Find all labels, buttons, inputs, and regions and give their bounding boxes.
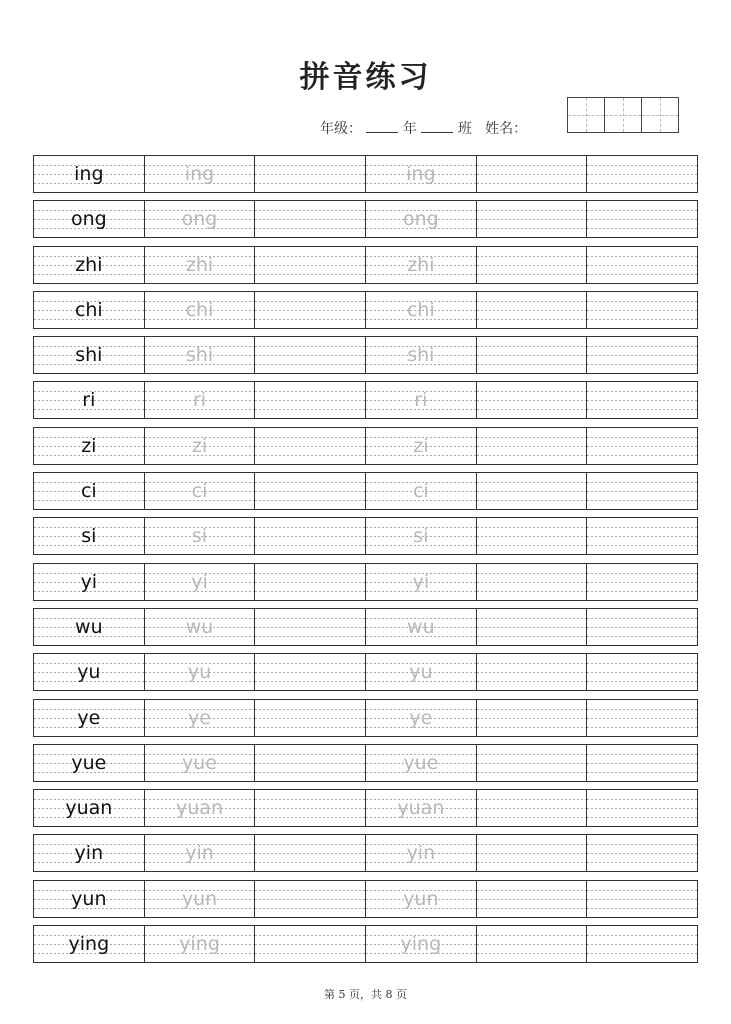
page-footer: 第 5 页，共 8 页 [324, 988, 407, 1001]
grade-label: 年级： [320, 121, 362, 137]
writing-cell[interactable] [477, 881, 588, 917]
writing-cell[interactable] [255, 700, 366, 736]
model-syllable: ri [82, 389, 96, 412]
trace-syllable: ye [188, 706, 211, 729]
trace-syllable: ri [414, 389, 428, 412]
writing-cell[interactable] [477, 428, 588, 464]
writing-cell[interactable] [255, 382, 366, 418]
trace-syllable: yi [191, 570, 208, 593]
writing-cell[interactable] [255, 247, 366, 283]
trace-syllable: yun [403, 887, 439, 910]
practice-row [33, 200, 698, 238]
writing-cell[interactable] [366, 564, 477, 600]
model-syllable: ying [68, 933, 110, 956]
writing-cell[interactable] [587, 382, 697, 418]
trace-syllable: ong [181, 208, 218, 231]
trace-syllable: ye [409, 706, 433, 729]
writing-cell[interactable] [255, 654, 366, 690]
writing-cell[interactable] [34, 700, 145, 736]
writing-cell[interactable] [145, 700, 256, 736]
grade-blank[interactable] [366, 120, 398, 133]
name-cell[interactable] [568, 98, 605, 132]
writing-cell[interactable] [366, 156, 477, 192]
trace-syllable: yuan [397, 797, 445, 820]
writing-cell[interactable] [366, 881, 477, 917]
year-label: 年 [402, 121, 417, 137]
trace-syllable: yin [406, 842, 436, 865]
trace-syllable: chi [185, 298, 214, 321]
writing-cell[interactable] [477, 564, 588, 600]
trace-syllable: ying [179, 933, 220, 956]
writing-cell[interactable] [145, 881, 256, 917]
writing-cell[interactable] [587, 835, 697, 871]
practice-row [33, 427, 698, 465]
writing-cell[interactable] [255, 473, 366, 509]
writing-cell[interactable] [477, 247, 588, 283]
trace-syllable: yu [187, 661, 212, 684]
writing-cell[interactable] [145, 609, 256, 645]
writing-cell[interactable] [366, 790, 477, 826]
practice-row [33, 699, 698, 737]
writing-cell[interactable] [366, 745, 477, 781]
writing-cell[interactable] [145, 518, 256, 554]
trace-syllable: zhi [407, 253, 435, 276]
trace-syllable: ing [406, 163, 436, 185]
model-syllable: ci [80, 480, 97, 503]
writing-cell[interactable] [477, 835, 588, 871]
trace-syllable: yue [182, 751, 217, 774]
practice-row [33, 653, 698, 691]
writing-cell[interactable] [366, 518, 477, 554]
writing-cell[interactable] [477, 518, 588, 554]
writing-cell[interactable] [34, 156, 145, 192]
writing-cell[interactable] [255, 518, 366, 554]
writing-cell[interactable] [34, 428, 145, 464]
writing-cell[interactable] [587, 609, 697, 645]
writing-cell[interactable] [255, 292, 366, 328]
practice-row [33, 925, 698, 963]
trace-syllable: si [191, 525, 208, 548]
model-syllable: si [81, 525, 97, 548]
writing-cell[interactable] [34, 881, 145, 917]
writing-cell[interactable] [145, 337, 256, 373]
writing-cell[interactable] [366, 337, 477, 373]
writing-cell[interactable] [145, 835, 256, 871]
writing-cell[interactable] [366, 654, 477, 690]
writing-cell[interactable] [255, 835, 366, 871]
trace-syllable: ying [400, 933, 442, 956]
writing-cell[interactable] [477, 292, 588, 328]
model-syllable: yuan [65, 797, 113, 820]
writing-cell[interactable] [366, 247, 477, 283]
writing-cell[interactable] [366, 382, 477, 418]
writing-cell[interactable] [587, 292, 697, 328]
trace-syllable: ri [192, 389, 207, 412]
writing-cell[interactable] [255, 564, 366, 600]
model-syllable: ong [70, 208, 107, 231]
practice-grid [33, 155, 698, 970]
writing-cell[interactable] [477, 654, 588, 690]
practice-row [33, 834, 698, 872]
name-cell[interactable] [605, 98, 642, 132]
practice-row [33, 381, 698, 419]
trace-syllable: yu [409, 661, 433, 684]
trace-syllable: ing [184, 163, 215, 185]
model-syllable: yin [74, 842, 104, 865]
student-info [320, 118, 527, 138]
writing-cell[interactable] [587, 518, 697, 554]
writing-cell[interactable] [145, 428, 256, 464]
writing-cell[interactable] [255, 337, 366, 373]
writing-cell[interactable] [34, 382, 145, 418]
practice-row [33, 563, 698, 601]
trace-syllable: yin [185, 842, 214, 865]
trace-syllable: yue [403, 751, 439, 774]
practice-row [33, 336, 698, 374]
model-syllable: yu [77, 661, 101, 684]
class-label: 班 [457, 121, 472, 137]
writing-cell[interactable] [145, 745, 256, 781]
writing-cell[interactable] [477, 473, 588, 509]
writing-cell[interactable] [145, 926, 256, 962]
trace-syllable: yi [412, 570, 430, 593]
practice-row [33, 789, 698, 827]
practice-row [33, 608, 698, 646]
trace-syllable: zi [191, 434, 208, 457]
writing-cell[interactable] [587, 247, 697, 283]
writing-cell[interactable] [477, 156, 588, 192]
writing-cell[interactable] [587, 564, 697, 600]
writing-cell[interactable] [34, 654, 145, 690]
writing-cell[interactable] [145, 564, 256, 600]
writing-cell[interactable] [587, 654, 697, 690]
model-syllable: yue [71, 751, 107, 774]
writing-cell[interactable] [587, 201, 697, 237]
practice-row [33, 155, 698, 193]
writing-cell[interactable] [145, 292, 256, 328]
writing-cell[interactable] [145, 201, 256, 237]
page-title: 拼音练习 [299, 60, 432, 95]
writing-cell[interactable] [587, 926, 697, 962]
writing-cell[interactable] [587, 337, 697, 373]
model-syllable: chi [74, 298, 103, 321]
model-syllable: ing [74, 163, 104, 185]
trace-syllable: wu [407, 615, 435, 638]
writing-cell[interactable] [34, 926, 145, 962]
model-syllable: zhi [75, 253, 103, 276]
writing-cell[interactable] [255, 881, 366, 917]
model-syllable: ye [77, 706, 101, 729]
trace-syllable: shi [185, 344, 214, 367]
writing-cell[interactable] [34, 518, 145, 554]
writing-cell[interactable] [255, 201, 366, 237]
model-syllable: shi [75, 344, 103, 367]
writing-cell[interactable] [34, 745, 145, 781]
writing-cell[interactable] [366, 292, 477, 328]
writing-cell[interactable] [477, 337, 588, 373]
model-syllable: yun [71, 887, 107, 910]
writing-cell[interactable] [477, 382, 588, 418]
trace-syllable: shi [407, 344, 435, 367]
writing-cell[interactable] [366, 609, 477, 645]
class-blank[interactable] [421, 120, 453, 133]
trace-syllable: chi [406, 298, 435, 321]
model-syllable: yi [80, 570, 98, 593]
writing-cell[interactable] [366, 926, 477, 962]
writing-cell[interactable] [366, 201, 477, 237]
trace-syllable: si [413, 525, 429, 548]
writing-cell[interactable] [34, 564, 145, 600]
model-syllable: wu [75, 615, 103, 638]
writing-cell[interactable] [145, 247, 256, 283]
writing-cell[interactable] [366, 835, 477, 871]
name-label: 姓名： [485, 121, 528, 137]
writing-cell[interactable] [34, 247, 145, 283]
trace-syllable: zhi [185, 253, 214, 276]
writing-cell[interactable] [255, 745, 366, 781]
writing-cell[interactable] [145, 382, 256, 418]
trace-syllable: wu [185, 615, 214, 638]
writing-cell[interactable] [145, 473, 256, 509]
writing-cell[interactable] [477, 201, 588, 237]
writing-cell[interactable] [366, 700, 477, 736]
writing-cell[interactable] [255, 926, 366, 962]
writing-cell[interactable] [366, 473, 477, 509]
practice-row [33, 880, 698, 918]
name-cell[interactable] [642, 98, 678, 132]
practice-row [33, 472, 698, 510]
writing-cell[interactable] [587, 428, 697, 464]
writing-cell[interactable] [34, 292, 145, 328]
writing-cell[interactable] [587, 473, 697, 509]
writing-cell[interactable] [34, 609, 145, 645]
writing-cell[interactable] [366, 428, 477, 464]
trace-syllable: ong [402, 208, 439, 231]
writing-cell[interactable] [34, 835, 145, 871]
writing-cell[interactable] [145, 790, 256, 826]
writing-cell[interactable] [477, 700, 588, 736]
trace-syllable: zi [413, 434, 429, 457]
writing-cell[interactable] [255, 790, 366, 826]
writing-cell[interactable] [587, 790, 697, 826]
writing-cell[interactable] [34, 473, 145, 509]
writing-cell[interactable] [587, 745, 697, 781]
writing-cell[interactable] [477, 745, 588, 781]
name-writing-box[interactable] [567, 97, 679, 133]
practice-row [33, 291, 698, 329]
practice-row [33, 517, 698, 555]
writing-cell[interactable] [255, 156, 366, 192]
writing-cell[interactable] [255, 428, 366, 464]
writing-cell[interactable] [477, 926, 588, 962]
practice-row [33, 744, 698, 782]
trace-syllable: yuan [176, 797, 223, 820]
writing-cell[interactable] [145, 156, 256, 192]
practice-row [33, 246, 698, 284]
writing-cell[interactable] [34, 790, 145, 826]
writing-cell[interactable] [255, 609, 366, 645]
writing-cell[interactable] [587, 881, 697, 917]
trace-syllable: yun [181, 887, 218, 910]
writing-cell[interactable] [587, 700, 697, 736]
writing-cell[interactable] [34, 337, 145, 373]
writing-cell[interactable] [477, 609, 588, 645]
trace-syllable: ci [191, 480, 208, 503]
writing-cell[interactable] [587, 156, 697, 192]
trace-syllable: ci [412, 480, 429, 503]
model-syllable: zi [81, 434, 97, 457]
writing-cell[interactable] [34, 201, 145, 237]
writing-cell[interactable] [477, 790, 588, 826]
writing-cell[interactable] [145, 654, 256, 690]
